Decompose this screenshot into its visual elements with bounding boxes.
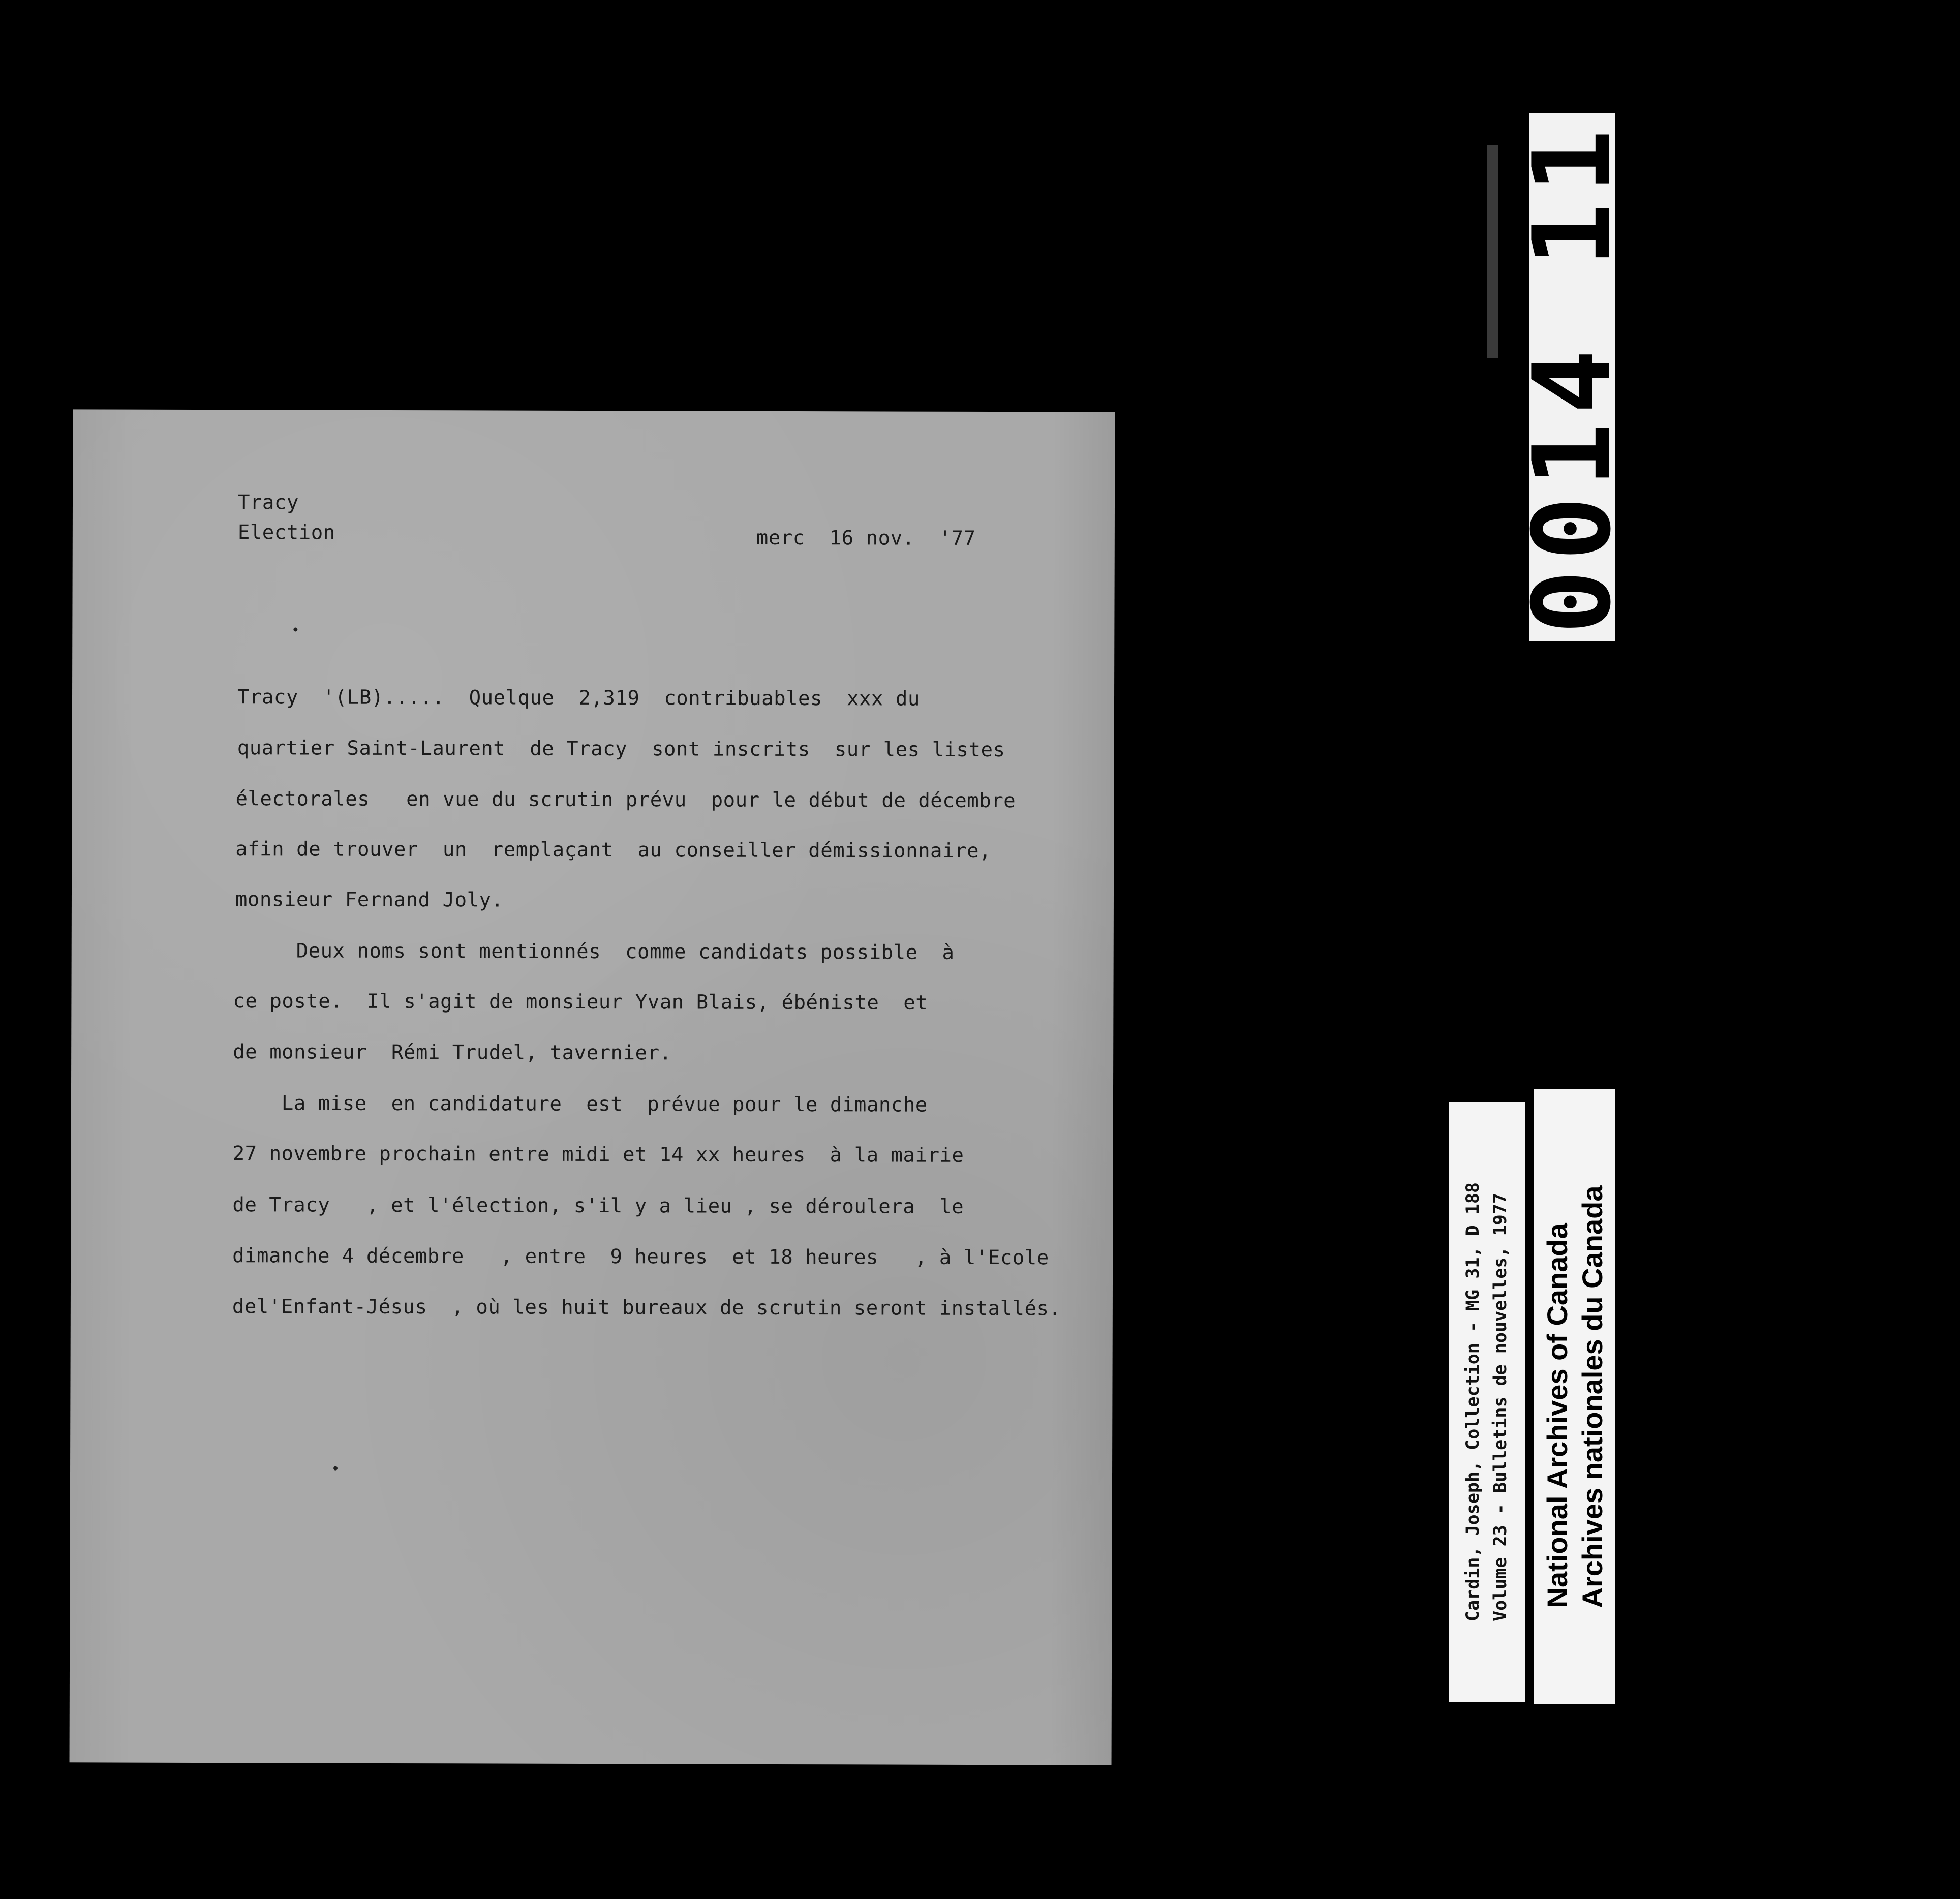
- body-line: monsieur Fernand Joly.: [235, 888, 504, 912]
- document-page: [70, 409, 1115, 1765]
- body-line: del'Enfant-Jésus , où les huit bureaux de scrutin seront installés.: [232, 1295, 1061, 1321]
- collection-label-line: Volume 23 - Bulletins de nouvelles, 1977: [1490, 1193, 1511, 1621]
- collection-label-line: Cardin, Joseph, Collection - MG 31, D 188: [1463, 1182, 1483, 1621]
- body-line: quartier Saint-Laurent de Tracy sont inscrits sur les listes: [237, 737, 1005, 762]
- body-line: dimanche 4 décembre , entre 9 heures et 18 heures , à l'Ecole: [232, 1244, 1049, 1270]
- frame-number: 0014 11: [1510, 120, 1635, 634]
- body-line: ce poste. Il s'agit de monsieur Yvan Blais, ébéniste et: [233, 990, 928, 1015]
- body-line: électorales en vue du scrutin prévu pour le début de décembre: [235, 787, 1016, 813]
- archives-label-line: National Archives of Canada: [1541, 1223, 1573, 1608]
- paper-speck: [333, 1466, 338, 1471]
- body-line: Tracy '(LB)..... Quelque 2,319 contribuables xxx du: [237, 686, 920, 711]
- paper-speck: [293, 627, 297, 631]
- header-place: Tracy: [237, 491, 299, 514]
- body-line: Deux noms sont mentionnés comme candidats possible à: [235, 939, 955, 964]
- collection-label: [1449, 1102, 1525, 1702]
- body-line: La mise en candidature est prévue pour le dimanche: [232, 1092, 928, 1117]
- header-date: merc 16 nov. '77: [756, 526, 976, 550]
- header-topic: Election: [237, 521, 335, 544]
- frame-number-strip: [1510, 113, 1635, 641]
- archives-label: [1534, 1089, 1615, 1704]
- body-line: de monsieur Rémi Trudel, tavernier.: [233, 1040, 672, 1065]
- body-line: de Tracy , et l'élection, s'il y a lieu , se déroulera le: [232, 1193, 964, 1218]
- archives-label-line: Archives nationales du Canada: [1576, 1185, 1608, 1608]
- body-line: 27 novembre prochain entre midi et 14 xx heures à la mairie: [232, 1142, 964, 1167]
- film-edge-mark: [1487, 145, 1498, 358]
- body-line: afin de trouver un remplaçant au conseiller démissionnaire,: [235, 838, 992, 863]
